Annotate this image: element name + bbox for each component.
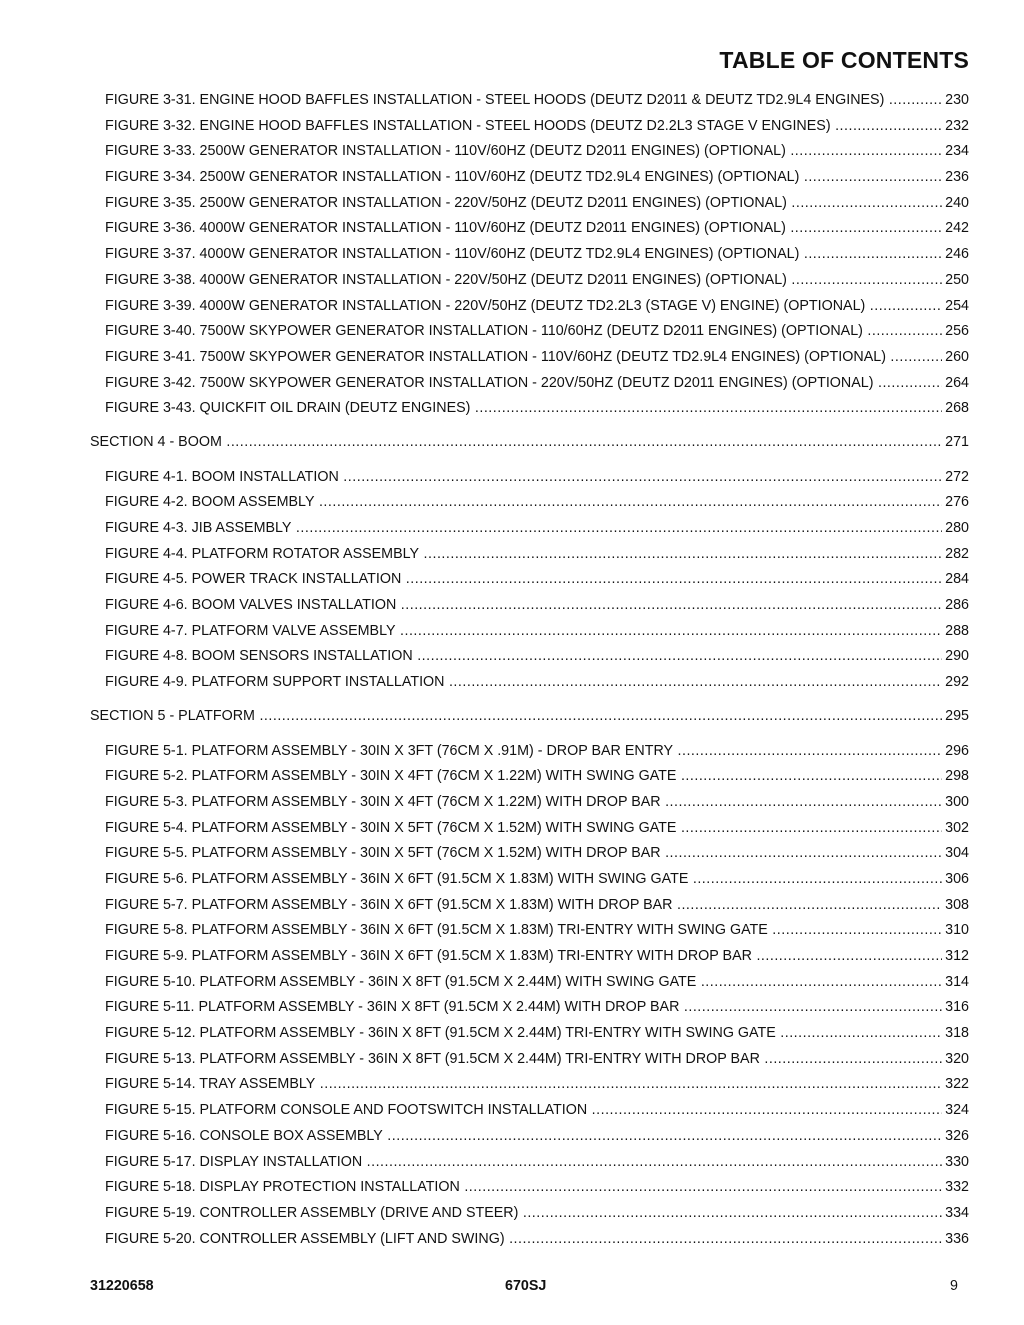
toc-figure-entry[interactable] xyxy=(105,88,969,114)
toc-figure-entry[interactable] xyxy=(105,396,969,422)
toc-entry-page: 308 xyxy=(942,893,969,919)
toc-entry-label: FIGURE 3-38. 4000W GENERATOR INSTALLATION - 220V/50HZ (DEUTZ D2011 ENGINES) (OPTIONAL) ..... xyxy=(105,268,969,294)
toc-entry-page: 312 xyxy=(942,944,969,970)
toc-figure-entry[interactable] xyxy=(105,764,969,790)
toc-figure-entry[interactable] xyxy=(105,867,969,893)
toc-entry-page: 314 xyxy=(942,970,969,996)
toc-entry-label: FIGURE 5-3. PLATFORM ASSEMBLY - 30IN X 4FT (76CM X 1.22M) WITH DROP BAR ..... xyxy=(105,790,969,816)
toc-entry-label: FIGURE 4-2. BOOM ASSEMBLY ..... xyxy=(105,490,969,516)
toc-entry-page: 264 xyxy=(942,371,969,397)
toc-entry-label: FIGURE 3-42. 7500W SKYPOWER GENERATOR INSTALLATION - 220V/50HZ (DEUTZ D2011 ENGINES) (OPTIONAL) ..... xyxy=(105,371,969,397)
toc-entry-label: FIGURE 3-40. 7500W SKYPOWER GENERATOR INSTALLATION - 110/60HZ (DEUTZ D2011 ENGINES) (OPTIONAL) ..... xyxy=(105,319,969,345)
toc-entry-label: FIGURE 5-1. PLATFORM ASSEMBLY - 30IN X 3FT (76CM X .91M) - DROP BAR ENTRY ..... xyxy=(105,739,969,765)
toc-entry-label: FIGURE 5-6. PLATFORM ASSEMBLY - 36IN X 6FT (91.5CM X 1.83M) WITH SWING GATE ..... xyxy=(105,867,969,893)
toc-entry-label: FIGURE 5-12. PLATFORM ASSEMBLY - 36IN X 8FT (91.5CM X 2.44M) TRI-ENTRY WITH SWING GATE ..... xyxy=(105,1021,969,1047)
toc-entry-label: FIGURE 5-20. CONTROLLER ASSEMBLY (LIFT AND SWING) ..... xyxy=(105,1227,969,1253)
toc-entry-page: 306 xyxy=(942,867,969,893)
toc-entry-page: 295 xyxy=(942,704,969,730)
toc-entry-page: 296 xyxy=(942,739,969,765)
toc-figure-entry[interactable] xyxy=(105,1098,969,1124)
toc-figure-entry[interactable] xyxy=(105,465,969,491)
toc-figure-entry[interactable] xyxy=(105,918,969,944)
toc-figure-entry[interactable] xyxy=(105,345,969,371)
toc-entry-label: FIGURE 3-32. ENGINE HOOD BAFFLES INSTALLATION - STEEL HOODS (DEUTZ D2.2L3 STAGE V ENGINES) ..... xyxy=(105,114,969,140)
toc-figure-entry[interactable] xyxy=(105,593,969,619)
toc-entry-page: 282 xyxy=(942,542,969,568)
toc-figure-entry[interactable] xyxy=(105,371,969,397)
toc-entry-label: FIGURE 4-7. PLATFORM VALVE ASSEMBLY ..... xyxy=(105,619,969,645)
toc-entry-page: 240 xyxy=(942,191,969,217)
toc-figure-entry[interactable] xyxy=(105,268,969,294)
toc-entry-label: FIGURE 5-9. PLATFORM ASSEMBLY - 36IN X 6FT (91.5CM X 1.83M) TRI-ENTRY WITH DROP BAR ..... xyxy=(105,944,969,970)
toc-entry-page: 284 xyxy=(942,567,969,593)
toc-entry-label: FIGURE 5-2. PLATFORM ASSEMBLY - 30IN X 4FT (76CM X 1.22M) WITH SWING GATE ..... xyxy=(105,764,969,790)
toc-entry-page: 300 xyxy=(942,790,969,816)
toc-entry-label: FIGURE 4-6. BOOM VALVES INSTALLATION ..... xyxy=(105,593,969,619)
toc-entry-page: 302 xyxy=(942,816,969,842)
toc-figure-entry[interactable] xyxy=(105,114,969,140)
toc-entry-page: 320 xyxy=(942,1047,969,1073)
toc-figure-entry[interactable] xyxy=(105,944,969,970)
toc-entry-label: FIGURE 5-18. DISPLAY PROTECTION INSTALLATION ..... xyxy=(105,1175,969,1201)
toc-entry-label: SECTION 5 - PLATFORM ..... xyxy=(90,704,969,730)
toc-entry-label: FIGURE 5-16. CONSOLE BOX ASSEMBLY ..... xyxy=(105,1124,969,1150)
toc-entry-label: FIGURE 3-43. QUICKFIT OIL DRAIN (DEUTZ ENGINES) ..... xyxy=(105,396,969,422)
toc-figure-entry[interactable] xyxy=(105,893,969,919)
toc-entry-label: FIGURE 3-34. 2500W GENERATOR INSTALLATION - 110V/60HZ (DEUTZ TD2.9L4 ENGINES) (OPTIONAL) ..... xyxy=(105,165,969,191)
toc-entry-page: 334 xyxy=(942,1201,969,1227)
toc-entry-page: 242 xyxy=(942,216,969,242)
toc-figure-entry[interactable] xyxy=(105,1150,969,1176)
toc-figure-entry[interactable] xyxy=(105,995,969,1021)
toc-entry-label: FIGURE 5-14. TRAY ASSEMBLY ..... xyxy=(105,1072,969,1098)
toc-entry-page: 230 xyxy=(942,88,969,114)
toc-figure-entry[interactable] xyxy=(105,790,969,816)
toc-figure-entry[interactable] xyxy=(105,216,969,242)
toc-entry-label: FIGURE 4-9. PLATFORM SUPPORT INSTALLATION ..... xyxy=(105,670,969,696)
toc-entry-label: FIGURE 5-15. PLATFORM CONSOLE AND FOOTSWITCH INSTALLATION ..... xyxy=(105,1098,969,1124)
toc-figure-entry[interactable] xyxy=(105,319,969,345)
toc-entry-page: 298 xyxy=(942,764,969,790)
toc-entry-label: FIGURE 5-7. PLATFORM ASSEMBLY - 36IN X 6FT (91.5CM X 1.83M) WITH DROP BAR ..... xyxy=(105,893,969,919)
toc-entry-page: 324 xyxy=(942,1098,969,1124)
page-title: TABLE OF CONTENTS xyxy=(719,47,969,73)
toc-entry-page: 286 xyxy=(942,593,969,619)
toc-entry-label: FIGURE 5-10. PLATFORM ASSEMBLY - 36IN X 8FT (91.5CM X 2.44M) WITH SWING GATE ..... xyxy=(105,970,969,996)
toc-entry-page: 332 xyxy=(942,1175,969,1201)
toc-figure-entry[interactable] xyxy=(105,1072,969,1098)
toc-entry-label: FIGURE 5-8. PLATFORM ASSEMBLY - 36IN X 6FT (91.5CM X 1.83M) TRI-ENTRY WITH SWING GATE ..... xyxy=(105,918,969,944)
toc-entry-page: 246 xyxy=(942,242,969,268)
toc-entry-label: FIGURE 4-3. JIB ASSEMBLY ..... xyxy=(105,516,969,542)
toc-entry-page: 260 xyxy=(942,345,969,371)
toc-entry-label: FIGURE 3-31. ENGINE HOOD BAFFLES INSTALLATION - STEEL HOODS (DEUTZ D2011 & DEUTZ TD2.9L4 ENGINES) ..... xyxy=(105,88,969,114)
toc-entry-page: 290 xyxy=(942,644,969,670)
toc-entry-page: 236 xyxy=(942,165,969,191)
page-number: 9 xyxy=(950,1278,958,1294)
toc-figure-entry[interactable] xyxy=(105,670,969,696)
toc-figure-entry[interactable] xyxy=(105,1047,969,1073)
toc-entry-page: 250 xyxy=(942,268,969,294)
toc-entry-label: FIGURE 3-39. 4000W GENERATOR INSTALLATION - 220V/50HZ (DEUTZ TD2.2L3 (STAGE V) ENGINE) (OPTIONAL) ..... xyxy=(105,294,969,320)
toc-entry-page: 272 xyxy=(942,465,969,491)
toc-entry-page: 326 xyxy=(942,1124,969,1150)
toc-figure-entry[interactable] xyxy=(105,1227,969,1253)
toc-entry-page: 271 xyxy=(942,430,969,456)
toc-figure-entry[interactable] xyxy=(105,542,969,568)
toc-entry-page: 292 xyxy=(942,670,969,696)
toc-figure-entry[interactable] xyxy=(105,490,969,516)
toc-figure-entry[interactable] xyxy=(105,970,969,996)
toc-entry-label: FIGURE 3-36. 4000W GENERATOR INSTALLATION - 110V/60HZ (DEUTZ D2011 ENGINES) (OPTIONAL) ..... xyxy=(105,216,969,242)
toc-entry-page: 234 xyxy=(942,139,969,165)
document-number: 31220658 xyxy=(90,1278,154,1294)
toc-figure-entry[interactable] xyxy=(105,165,969,191)
toc-section-entry[interactable] xyxy=(90,704,969,730)
toc-entry-label: FIGURE 4-5. POWER TRACK INSTALLATION ..... xyxy=(105,567,969,593)
toc-figure-entry[interactable] xyxy=(105,1175,969,1201)
toc-entry-label: FIGURE 3-35. 2500W GENERATOR INSTALLATION - 220V/50HZ (DEUTZ D2011 ENGINES) (OPTIONAL) ..... xyxy=(105,191,969,217)
toc-entry-page: 310 xyxy=(942,918,969,944)
toc-entry-label: FIGURE 3-33. 2500W GENERATOR INSTALLATION - 110V/60HZ (DEUTZ D2011 ENGINES) (OPTIONAL) ..... xyxy=(105,139,969,165)
toc-entry-page: 232 xyxy=(942,114,969,140)
toc-entry-label: FIGURE 5-13. PLATFORM ASSEMBLY - 36IN X 8FT (91.5CM X 2.44M) TRI-ENTRY WITH DROP BAR ..... xyxy=(105,1047,969,1073)
toc-entry-label: FIGURE 5-17. DISPLAY INSTALLATION ..... xyxy=(105,1150,969,1176)
toc-figure-entry[interactable] xyxy=(105,1124,969,1150)
toc-entry-label: FIGURE 4-8. BOOM SENSORS INSTALLATION ..... xyxy=(105,644,969,670)
model-name: 670SJ xyxy=(505,1278,547,1294)
toc-figure-entry[interactable] xyxy=(105,816,969,842)
toc-section-entry[interactable] xyxy=(90,430,969,456)
toc-entry-page: 288 xyxy=(942,619,969,645)
toc-figure-entry[interactable] xyxy=(105,1021,969,1047)
toc-figure-entry[interactable] xyxy=(105,1201,969,1227)
toc-figure-entry[interactable] xyxy=(105,516,969,542)
toc-figure-entry[interactable] xyxy=(105,739,969,765)
toc-entry-page: 322 xyxy=(942,1072,969,1098)
toc-entry-page: 280 xyxy=(942,516,969,542)
toc-entry-label: FIGURE 3-37. 4000W GENERATOR INSTALLATION - 110V/60HZ (DEUTZ TD2.9L4 ENGINES) (OPTIONAL) ..... xyxy=(105,242,969,268)
toc-entry-page: 336 xyxy=(942,1227,969,1253)
toc-entry-page: 256 xyxy=(942,319,969,345)
toc-entry-page: 330 xyxy=(942,1150,969,1176)
toc-figure-entry[interactable] xyxy=(105,242,969,268)
toc-entry-label: FIGURE 5-4. PLATFORM ASSEMBLY - 30IN X 5FT (76CM X 1.52M) WITH SWING GATE ..... xyxy=(105,816,969,842)
toc-figure-entry[interactable] xyxy=(105,139,969,165)
toc-entry-label: FIGURE 5-5. PLATFORM ASSEMBLY - 30IN X 5FT (76CM X 1.52M) WITH DROP BAR ..... xyxy=(105,841,969,867)
toc-figure-entry[interactable] xyxy=(105,841,969,867)
toc-entry-label: SECTION 4 - BOOM ..... xyxy=(90,430,969,456)
toc-entry-page: 318 xyxy=(942,1021,969,1047)
toc-figure-entry[interactable] xyxy=(105,294,969,320)
toc-figure-entry[interactable] xyxy=(105,644,969,670)
toc-entry-page: 276 xyxy=(942,490,969,516)
toc-entry-label: FIGURE 5-19. CONTROLLER ASSEMBLY (DRIVE AND STEER) ..... xyxy=(105,1201,969,1227)
toc-figure-entry[interactable] xyxy=(105,191,969,217)
toc-list xyxy=(0,88,1024,1252)
toc-entry-page: 316 xyxy=(942,995,969,1021)
toc-entry-label: FIGURE 5-11. PLATFORM ASSEMBLY - 36IN X 8FT (91.5CM X 2.44M) WITH DROP BAR ..... xyxy=(105,995,969,1021)
toc-figure-entry[interactable] xyxy=(105,619,969,645)
toc-entry-label: FIGURE 4-4. PLATFORM ROTATOR ASSEMBLY ..... xyxy=(105,542,969,568)
toc-entry-page: 304 xyxy=(942,841,969,867)
toc-entry-page: 268 xyxy=(942,396,969,422)
toc-entry-page: 254 xyxy=(942,294,969,320)
toc-figure-entry[interactable] xyxy=(105,567,969,593)
toc-entry-label: FIGURE 4-1. BOOM INSTALLATION ..... xyxy=(105,465,969,491)
toc-entry-label: FIGURE 3-41. 7500W SKYPOWER GENERATOR INSTALLATION - 110V/60HZ (DEUTZ TD2.9L4 ENGINES) (OPTIONAL) ..... xyxy=(105,345,969,371)
